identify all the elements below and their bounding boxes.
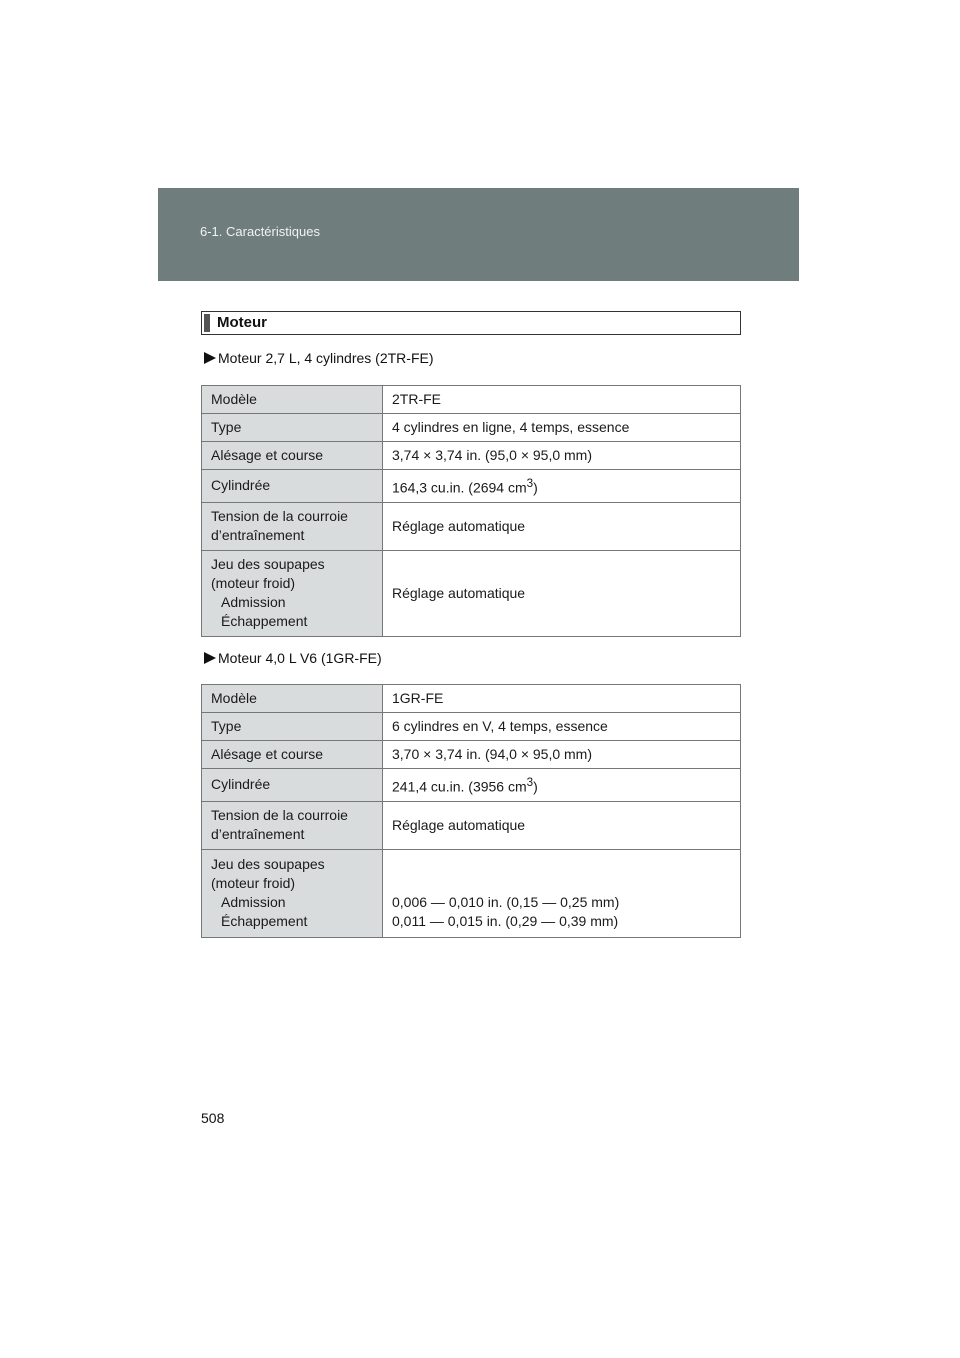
table-row [202, 769, 741, 802]
table-row [202, 470, 741, 503]
table-row [202, 386, 741, 414]
row-value: 3,74 × 3,74 in. (95,0 × 95,0 mm) [383, 442, 741, 470]
row-label: Type [202, 414, 383, 442]
header-band [158, 188, 799, 281]
triangle-bullet-icon [204, 652, 216, 664]
row-label: Tension de la courroie d’entraînement [202, 502, 383, 550]
engine-heading-2: Moteur 4,0 L V6 (1GR-FE) [204, 650, 382, 666]
row-value: 4 cylindres en ligne, 4 temps, essence [383, 414, 741, 442]
row-value: 3,70 × 3,74 in. (94,0 × 95,0 mm) [383, 741, 741, 769]
row-label: Jeu des soupapes (moteur froid) Admission Échappement [202, 550, 383, 636]
page-title: Moteur [217, 314, 267, 331]
row-label: Type [202, 713, 383, 741]
row-label: Jeu des soupapes (moteur froid) Admission Échappement [202, 849, 383, 937]
table-row [202, 442, 741, 470]
row-value: 164,3 cu.in. (2694 $cm^3$) [383, 470, 741, 503]
row-label: Modèle [202, 685, 383, 713]
spec-table-1gr-fe [201, 684, 741, 938]
table-row [202, 685, 741, 713]
table-row [202, 414, 741, 442]
row-label: Tension de la courroie d’entraînement [202, 801, 383, 849]
row-label: Cylindrée [202, 769, 383, 802]
engine-heading-1: Moteur 2,7 L, 4 cylindres (2TR-FE) [204, 350, 434, 366]
table-row [202, 713, 741, 741]
row-value: Réglage automatique [383, 801, 741, 849]
table-row [202, 801, 741, 849]
row-value: 2TR-FE [383, 386, 741, 414]
row-label: Alésage et course [202, 741, 383, 769]
row-value: Réglage automatique [383, 502, 741, 550]
title-bar-marker [204, 314, 210, 332]
section-breadcrumb: 6-1. Caractéristiques [200, 224, 320, 239]
spec-table-2tr-fe [201, 385, 741, 637]
page-number: 508 [201, 1110, 225, 1126]
table-row [202, 849, 741, 937]
row-label: Modèle [202, 386, 383, 414]
row-value: Réglage automatique [383, 550, 741, 636]
row-value: 241,4 cu.in. (3956 $cm^3$) [383, 769, 741, 802]
table-row [202, 741, 741, 769]
table-row [202, 502, 741, 550]
section-title-box [201, 311, 741, 335]
table-row [202, 550, 741, 636]
row-label: Cylindrée [202, 470, 383, 503]
triangle-bullet-icon [204, 352, 216, 364]
row-value: 1GR-FE [383, 685, 741, 713]
row-value: 6 cylindres en V, 4 temps, essence [383, 713, 741, 741]
row-label: Alésage et course [202, 442, 383, 470]
row-value: 0,006 — 0,010 in. (0,15 — 0,25 mm) 0,011 — 0,015 in. (0,29 — 0,39 mm) [383, 849, 741, 937]
